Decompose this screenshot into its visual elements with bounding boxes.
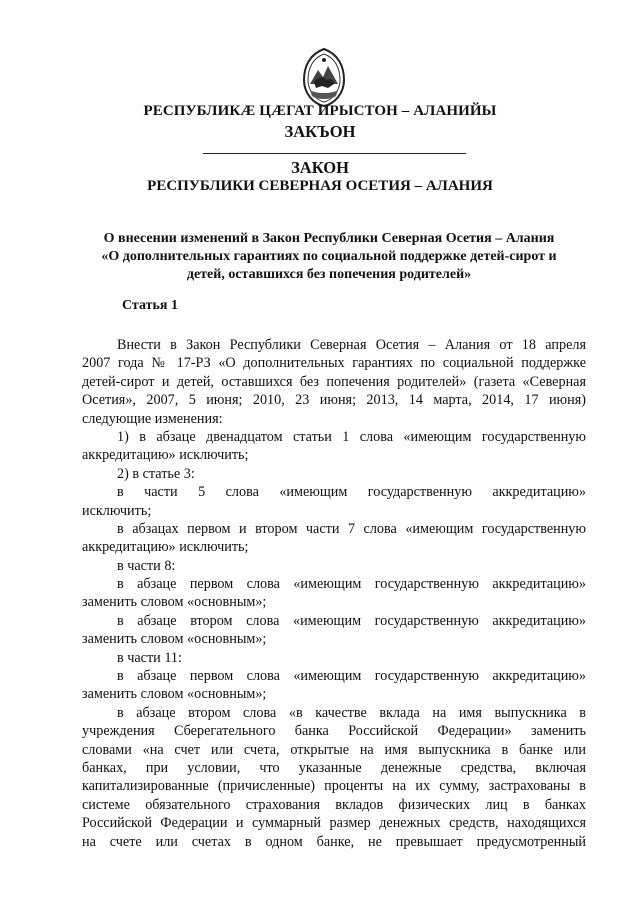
ossetian-republic-title: РЕСПУБЛИКÆ ЦÆГАТ ИРЫСТОН – АЛАНИЙЫ bbox=[143, 103, 497, 119]
russian-law-title: ЗАКОН bbox=[291, 158, 349, 177]
body-line: детей-сирот и детей, оставшихся без попечения родителей» (газета «Северная bbox=[82, 373, 586, 390]
ossetian-law-title: ЗАКЪОН bbox=[284, 122, 356, 141]
subject-line: детей, оставшихся без попечения родителей» bbox=[186, 267, 472, 282]
body-line: банках, при условии, что указанные денежные средства, включая bbox=[82, 759, 586, 776]
subject-line: «О дополнительных гарантиях по социальной поддержке детей-сирот и bbox=[101, 249, 557, 264]
body-line: словами «на счет или счета, открытые на имя выпускника в банке или bbox=[82, 741, 586, 758]
russian-republic-title: РЕСПУБЛИКИ СЕВЕРНАЯ ОСЕТИЯ – АЛАНИЯ bbox=[147, 178, 493, 194]
body-line: заменить словом «основным»; bbox=[82, 631, 267, 648]
body-line: 2) в статье 3: bbox=[117, 465, 195, 482]
body-line: 2007 года № 17-РЗ «О дополнительных гарантиях по социальной поддержке bbox=[82, 355, 586, 372]
body-line: аккредитацию» исключить; bbox=[82, 539, 249, 556]
article-heading: Статья 1 bbox=[122, 298, 178, 313]
body-line: в абзаце втором слова «имеющим государственную аккредитацию» bbox=[117, 612, 586, 629]
body-line: в абзаце первом слова «имеющим государственную аккредитацию» bbox=[117, 576, 586, 593]
body-line: в абзаце втором слова «в качестве вклада на имя выпускника в bbox=[117, 704, 586, 721]
body-line: Внести в Закон Республики Северная Осетия – Алания от 18 апреля bbox=[117, 337, 586, 353]
body-line: в части 5 слова «имеющим государственную аккредитацию» bbox=[117, 484, 586, 501]
body-line: 1) в абзаце двенадцатом статьи 1 слова «имеющим государственную bbox=[117, 428, 586, 445]
body-line: Осетия», 2007, 5 июня; 2010, 23 июня; 2013, 14 марта, 2014, 17 июня) bbox=[82, 392, 586, 409]
body-line: в абзаце первом слова «имеющим государственную аккредитацию» bbox=[117, 668, 586, 685]
article-body bbox=[82, 336, 586, 851]
body-line: в абзацах первом и втором части 7 слова «имеющим государственную bbox=[117, 520, 586, 537]
body-line: на счете или счетах в одном банке, не превышает предусмотренный bbox=[82, 833, 586, 850]
subject-line: О внесении изменений в Закон Республики Северная Осетия – Алания bbox=[103, 231, 555, 246]
body-line: заменить словом «основным»; bbox=[82, 594, 267, 611]
body-line: исключить; bbox=[82, 502, 152, 519]
law-subject bbox=[74, 230, 584, 284]
body-line: следующие изменения: bbox=[82, 410, 223, 427]
body-line: аккредитацию» исключить; bbox=[82, 447, 249, 464]
body-line: системе обязательного страхования вкладов физических лиц в банках bbox=[82, 796, 586, 813]
body-line: учреждения Сберегательного банка Российской Федерации» заменить bbox=[82, 723, 586, 740]
coat-of-arms-emblem bbox=[298, 46, 350, 108]
body-line: в части 8: bbox=[117, 557, 176, 574]
body-line: заменить словом «основным»; bbox=[82, 686, 267, 703]
body-line: капитализированные (причисленные) проценты на их сумму, застрахованы в bbox=[82, 778, 586, 795]
header-divider bbox=[203, 153, 466, 154]
body-line: в части 11: bbox=[117, 649, 182, 666]
body-line: Российской Федерации и суммарный размер денежных средств, находящихся bbox=[82, 815, 586, 832]
